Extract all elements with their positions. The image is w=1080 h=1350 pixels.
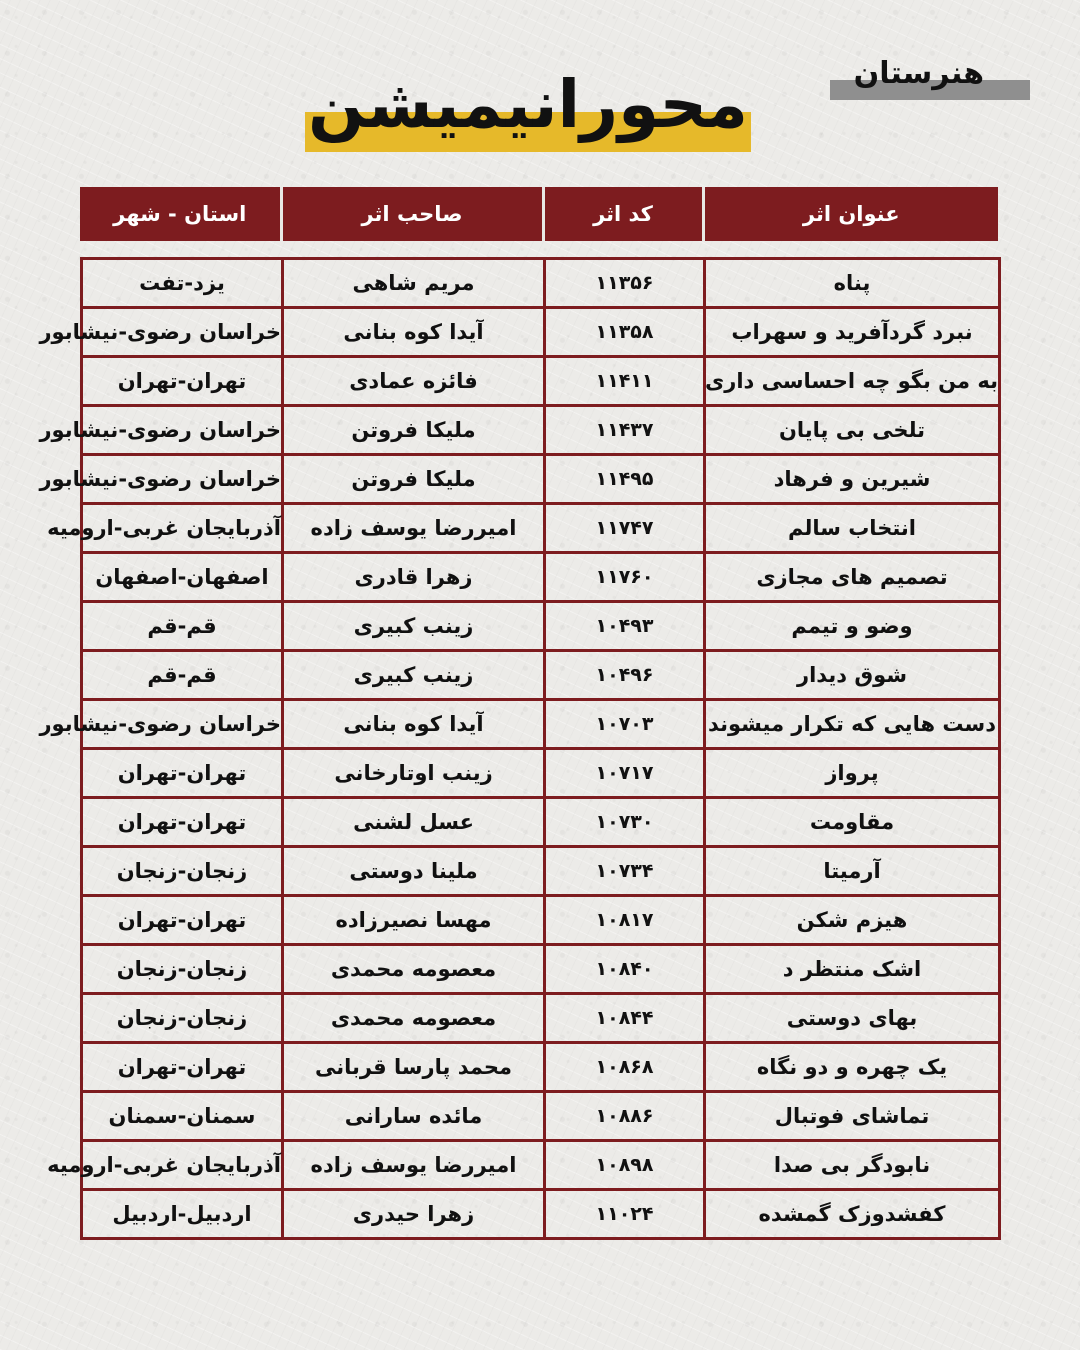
cell-title: نبرد گردآفرید و سهراب xyxy=(705,308,1000,357)
cell-owner: آیدا کوه بنانی xyxy=(283,308,545,357)
cell-owner: ملینا دوستی xyxy=(283,847,545,896)
cell-code: ۱۰۷۳۰ xyxy=(545,798,705,847)
table-row xyxy=(82,455,1000,504)
cell-code: ۱۰۸۹۸ xyxy=(545,1141,705,1190)
cell-province-city: تهران-تهران xyxy=(82,749,283,798)
cell-title: تلخی بی پایان xyxy=(705,406,1000,455)
cell-owner: ملیکا فروتن xyxy=(283,455,545,504)
table-row xyxy=(82,749,1000,798)
table-row xyxy=(82,1141,1000,1190)
cell-province-city: سمنان-سمنان xyxy=(82,1092,283,1141)
cell-title: یک چهره و دو نگاه xyxy=(705,1043,1000,1092)
table-header xyxy=(80,187,998,241)
cell-province-city: آذربایجان غربی-ارومیه xyxy=(82,1141,283,1190)
cell-code: ۱۱۷۶۰ xyxy=(545,553,705,602)
cell-title: کفشدوزک گمشده xyxy=(705,1190,1000,1239)
cell-code: ۱۰۴۹۶ xyxy=(545,651,705,700)
cell-code: ۱۰۷۱۷ xyxy=(545,749,705,798)
table-row xyxy=(82,896,1000,945)
cell-code: ۱۱۳۵۶ xyxy=(545,259,705,308)
table-row xyxy=(82,700,1000,749)
cell-province-city: خراسان رضوی-نیشابور xyxy=(82,700,283,749)
cell-code: ۱۰۸۶۸ xyxy=(545,1043,705,1092)
cell-owner: زینب کبیری xyxy=(283,651,545,700)
cell-owner: زینب کبیری xyxy=(283,602,545,651)
cell-code: ۱۱۳۵۸ xyxy=(545,308,705,357)
cell-title: بهای دوستی xyxy=(705,994,1000,1043)
cell-owner: ملیکا فروتن xyxy=(283,406,545,455)
cell-owner: امیررضا یوسف زاده xyxy=(283,1141,545,1190)
cell-title: شیرین و فرهاد xyxy=(705,455,1000,504)
cell-code: ۱۱۷۴۷ xyxy=(545,504,705,553)
cell-code: ۱۱۴۳۷ xyxy=(545,406,705,455)
cell-title: مقاومت xyxy=(705,798,1000,847)
table-row xyxy=(82,798,1000,847)
cell-code: ۱۱۴۱۱ xyxy=(545,357,705,406)
cell-province-city: زنجان-زنجان xyxy=(82,847,283,896)
table-row xyxy=(82,406,1000,455)
cell-province-city: خراسان رضوی-نیشابور xyxy=(82,455,283,504)
table-row xyxy=(82,1043,1000,1092)
cell-province-city: اردبیل-اردبیل xyxy=(82,1190,283,1239)
cell-province-city: تهران-تهران xyxy=(82,357,283,406)
table-row xyxy=(82,651,1000,700)
cell-province-city: تهران-تهران xyxy=(82,896,283,945)
cell-owner: معصومه محمدی xyxy=(283,945,545,994)
cell-province-city: قم-قم xyxy=(82,602,283,651)
cell-code: ۱۰۷۳۴ xyxy=(545,847,705,896)
table-row xyxy=(82,357,1000,406)
cell-owner: عسل لشنی xyxy=(283,798,545,847)
cell-title: به من بگو چه احساسی داری xyxy=(705,357,1000,406)
cell-code: ۱۱۴۹۵ xyxy=(545,455,705,504)
column-header-title: عنوان اثر xyxy=(703,187,998,241)
cell-code: ۱۰۸۱۷ xyxy=(545,896,705,945)
table-row xyxy=(82,945,1000,994)
works-table xyxy=(39,257,1001,1240)
cell-title: تماشای فوتبال xyxy=(705,1092,1000,1141)
cell-title: پرواز xyxy=(705,749,1000,798)
cell-province-city: قم-قم xyxy=(82,651,283,700)
cell-owner: مائده سارانی xyxy=(283,1092,545,1141)
cell-title: تصمیم های مجازی xyxy=(705,553,1000,602)
cell-title: هیزم شکن xyxy=(705,896,1000,945)
cell-province-city: یزد-تفت xyxy=(82,259,283,308)
cell-code: ۱۰۷۰۳ xyxy=(545,700,705,749)
cell-title: اشک منتظر د xyxy=(705,945,1000,994)
column-header-province-city: استان - شهر xyxy=(80,187,281,241)
cell-owner: مهسا نصیرزاده xyxy=(283,896,545,945)
cell-title: پناه xyxy=(705,259,1000,308)
table-row xyxy=(82,308,1000,357)
cell-owner: زهرا حیدری xyxy=(283,1190,545,1239)
cell-province-city: زنجان-زنجان xyxy=(82,945,283,994)
cell-code: ۱۰۸۴۰ xyxy=(545,945,705,994)
table-row xyxy=(82,553,1000,602)
cell-owner: مریم شاهی xyxy=(283,259,545,308)
cell-province-city: زنجان-زنجان xyxy=(82,994,283,1043)
cell-code: ۱۰۸۸۶ xyxy=(545,1092,705,1141)
cell-code: ۱۰۸۴۴ xyxy=(545,994,705,1043)
tag-label: هنرستان xyxy=(853,56,984,91)
page-title: محورانیمیشن xyxy=(308,66,748,143)
cell-province-city: تهران-تهران xyxy=(82,1043,283,1092)
cell-province-city: تهران-تهران xyxy=(82,798,283,847)
cell-owner: زهرا قادری xyxy=(283,553,545,602)
cell-owner: معصومه محمدی xyxy=(283,994,545,1043)
table-row xyxy=(82,994,1000,1043)
column-header-code: کد اثر xyxy=(543,187,703,241)
cell-province-city: آذربایجان غربی-ارومیه xyxy=(82,504,283,553)
cell-code: ۱۱۰۲۴ xyxy=(545,1190,705,1239)
cell-owner: امیررضا یوسف زاده xyxy=(283,504,545,553)
cell-code: ۱۰۴۹۳ xyxy=(545,602,705,651)
cell-title: انتخاب سالم xyxy=(705,504,1000,553)
table-row xyxy=(82,602,1000,651)
cell-province-city: خراسان رضوی-نیشابور xyxy=(82,308,283,357)
cell-owner: آیدا کوه بنانی xyxy=(283,700,545,749)
table-row xyxy=(82,259,1000,308)
cell-owner: محمد پارسا قربانی xyxy=(283,1043,545,1092)
table-row xyxy=(82,504,1000,553)
header-row xyxy=(80,187,998,241)
cell-title: وضو و تیمم xyxy=(705,602,1000,651)
cell-province-city: اصفهان-اصفهان xyxy=(82,553,283,602)
table-row xyxy=(82,1190,1000,1239)
column-header-owner: صاحب اثر xyxy=(281,187,543,241)
cell-province-city: خراسان رضوی-نیشابور xyxy=(82,406,283,455)
table-row xyxy=(82,847,1000,896)
cell-title: آرمیتا xyxy=(705,847,1000,896)
cell-title: دست هایی که تکرار میشوند xyxy=(705,700,1000,749)
cell-title: شوق دیدار xyxy=(705,651,1000,700)
cell-owner: زینب اوتارخانی xyxy=(283,749,545,798)
cell-title: نابودگر بی صدا xyxy=(705,1141,1000,1190)
table-row xyxy=(82,1092,1000,1141)
cell-owner: فائزه عمادی xyxy=(283,357,545,406)
